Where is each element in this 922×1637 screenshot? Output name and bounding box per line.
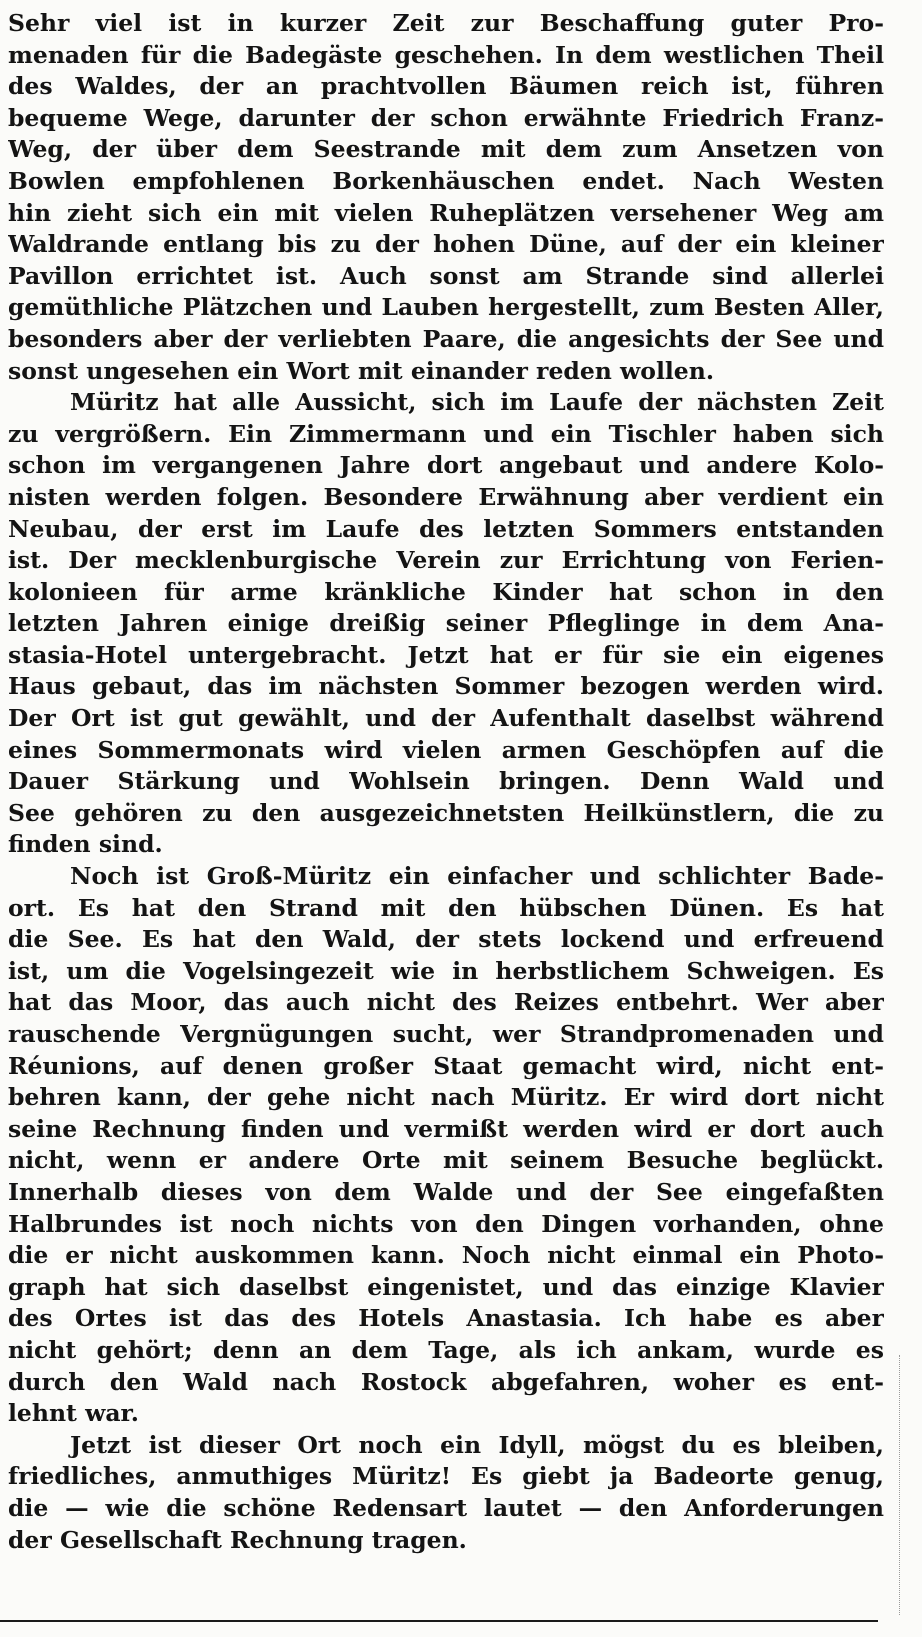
text-line: Müritz hat alle Aussicht, sich im Laufe der nächsten Zeit (70, 388, 884, 417)
text-line: behren kann, der gehe nicht nach Müritz. Er wird dort nicht (8, 1083, 884, 1112)
text-line: besonders aber der verliebten Paare, die angesichts der See und (8, 324, 884, 353)
text-line: graph hat sich daselbst eingenistet, und das einzige Klavier (8, 1272, 884, 1301)
article-paragraph (8, 387, 884, 861)
article-text-column (8, 8, 884, 1556)
text-line: bequeme Wege, darunter der schon erwähnte Friedrich Franz- (8, 103, 884, 132)
bottom-divider-rule (0, 1620, 878, 1622)
text-line: lehnt war. (8, 1399, 139, 1428)
text-line: finden sind. (8, 830, 163, 859)
text-line: nisten werden folgen. Besondere Erwähnung aber verdient ein (8, 482, 884, 511)
text-line: ist. Der mecklenburgische Verein zur Errichtung von Ferien- (8, 546, 884, 575)
text-line: nicht, wenn er andere Orte mit seinem Besuche beglückt. (8, 1146, 884, 1175)
article-paragraph (8, 8, 884, 387)
article-paragraph (8, 1430, 884, 1556)
text-line: Bowlen empfohlenen Borkenhäuschen endet. Nach Westen (8, 166, 884, 195)
text-line: ort. Es hat den Strand mit den hübschen Dünen. Es hat (8, 893, 884, 922)
text-line: hin zieht sich ein mit vielen Ruheplätzen versehener Weg am (8, 198, 884, 227)
text-line: ist, um die Vogelsingezeit wie in herbstlichem Schweigen. Es (8, 956, 884, 985)
text-line: Réunions, auf denen großer Staat gemacht wird, nicht ent- (8, 1051, 884, 1080)
scan-edge-marks (897, 1355, 900, 1615)
text-line: Noch ist Groß-Müritz ein einfacher und schlichter Bade- (70, 862, 884, 891)
text-line: See gehören zu den ausgezeichnetsten Heilkünstlern, die zu (8, 798, 884, 827)
text-line: rauschende Vergnügungen sucht, wer Strandpromenaden und (8, 1020, 884, 1048)
text-line: Neubau, der erst im Laufe des letzten Sommers entstanden (8, 514, 884, 543)
text-line: gemüthliche Plätzchen und Lauben hergestellt, zum Besten Aller, (8, 293, 884, 322)
text-line: letzten Jahren einige dreißig seiner Pfleglinge in dem Ana- (8, 609, 884, 638)
text-line: die See. Es hat den Wald, der stets lockend und erfreuend (8, 925, 884, 954)
text-line: stasia-Hotel untergebracht. Jetzt hat er für sie ein eigenes (8, 640, 884, 669)
text-line: die — wie die schöne Redensart lautet — den Anforderungen (8, 1493, 884, 1522)
text-line: durch den Wald nach Rostock abgefahren, woher es ent- (8, 1367, 884, 1396)
text-line: Der Ort ist gut gewählt, und der Aufenthalt daselbst während (8, 704, 884, 733)
text-line: Weg, der über dem Seestrande mit dem zum Ansetzen von (8, 135, 884, 164)
text-line: nicht gehört; denn an dem Tage, als ich ankam, wurde es (8, 1335, 884, 1364)
text-line: Haus gebaut, das im nächsten Sommer bezogen werden wird. (8, 672, 884, 701)
text-line: friedliches, anmuthiges Müritz! Es giebt ja Badeorte genug, (8, 1462, 884, 1491)
text-line: Pavillon errichtet ist. Auch sonst am Strande sind allerlei (8, 261, 884, 290)
text-line: Jetzt ist dieser Ort noch ein Idyll, mögst du es bleiben, (70, 1430, 884, 1459)
text-line: Waldrande entlang bis zu der hohen Düne, auf der ein kleiner (8, 230, 884, 259)
text-line: zu vergrößern. Ein Zimmermann und ein Tischler haben sich (8, 419, 884, 448)
text-line: menaden für die Badegäste geschehen. In dem westlichen Theil (8, 40, 884, 69)
text-line: schon im vergangenen Jahre dort angebaut und andere Kolo- (8, 451, 884, 480)
text-line: Dauer Stärkung und Wohlsein bringen. Denn Wald und (8, 767, 884, 796)
text-line: hat das Moor, das auch nicht des Reizes entbehrt. Wer aber (8, 988, 884, 1017)
text-line: der Gesellschaft Rechnung tragen. (8, 1525, 467, 1554)
text-line: Innerhalb dieses von dem Walde und der See eingefaßten (8, 1177, 884, 1206)
text-line: seine Rechnung finden und vermißt werden wird er dort auch (8, 1114, 884, 1143)
article-paragraph (8, 861, 884, 1430)
text-line: sonst ungesehen ein Wort mit einander reden wollen. (8, 356, 715, 385)
text-line: kolonieen für arme kränkliche Kinder hat schon in den (8, 577, 884, 606)
text-line: eines Sommermonats wird vielen armen Geschöpfen auf die (8, 735, 884, 764)
text-line: des Ortes ist das des Hotels Anastasia. Ich habe es aber (8, 1304, 884, 1333)
text-line: Halbrundes ist noch nichts von den Dingen vorhanden, ohne (8, 1209, 884, 1238)
text-line: des Waldes, der an prachtvollen Bäumen reich ist, führen (8, 72, 884, 101)
text-line: Sehr viel ist in kurzer Zeit zur Beschaffung guter Pro- (8, 9, 884, 37)
text-line: die er nicht auskommen kann. Noch nicht einmal ein Photo- (8, 1241, 884, 1270)
